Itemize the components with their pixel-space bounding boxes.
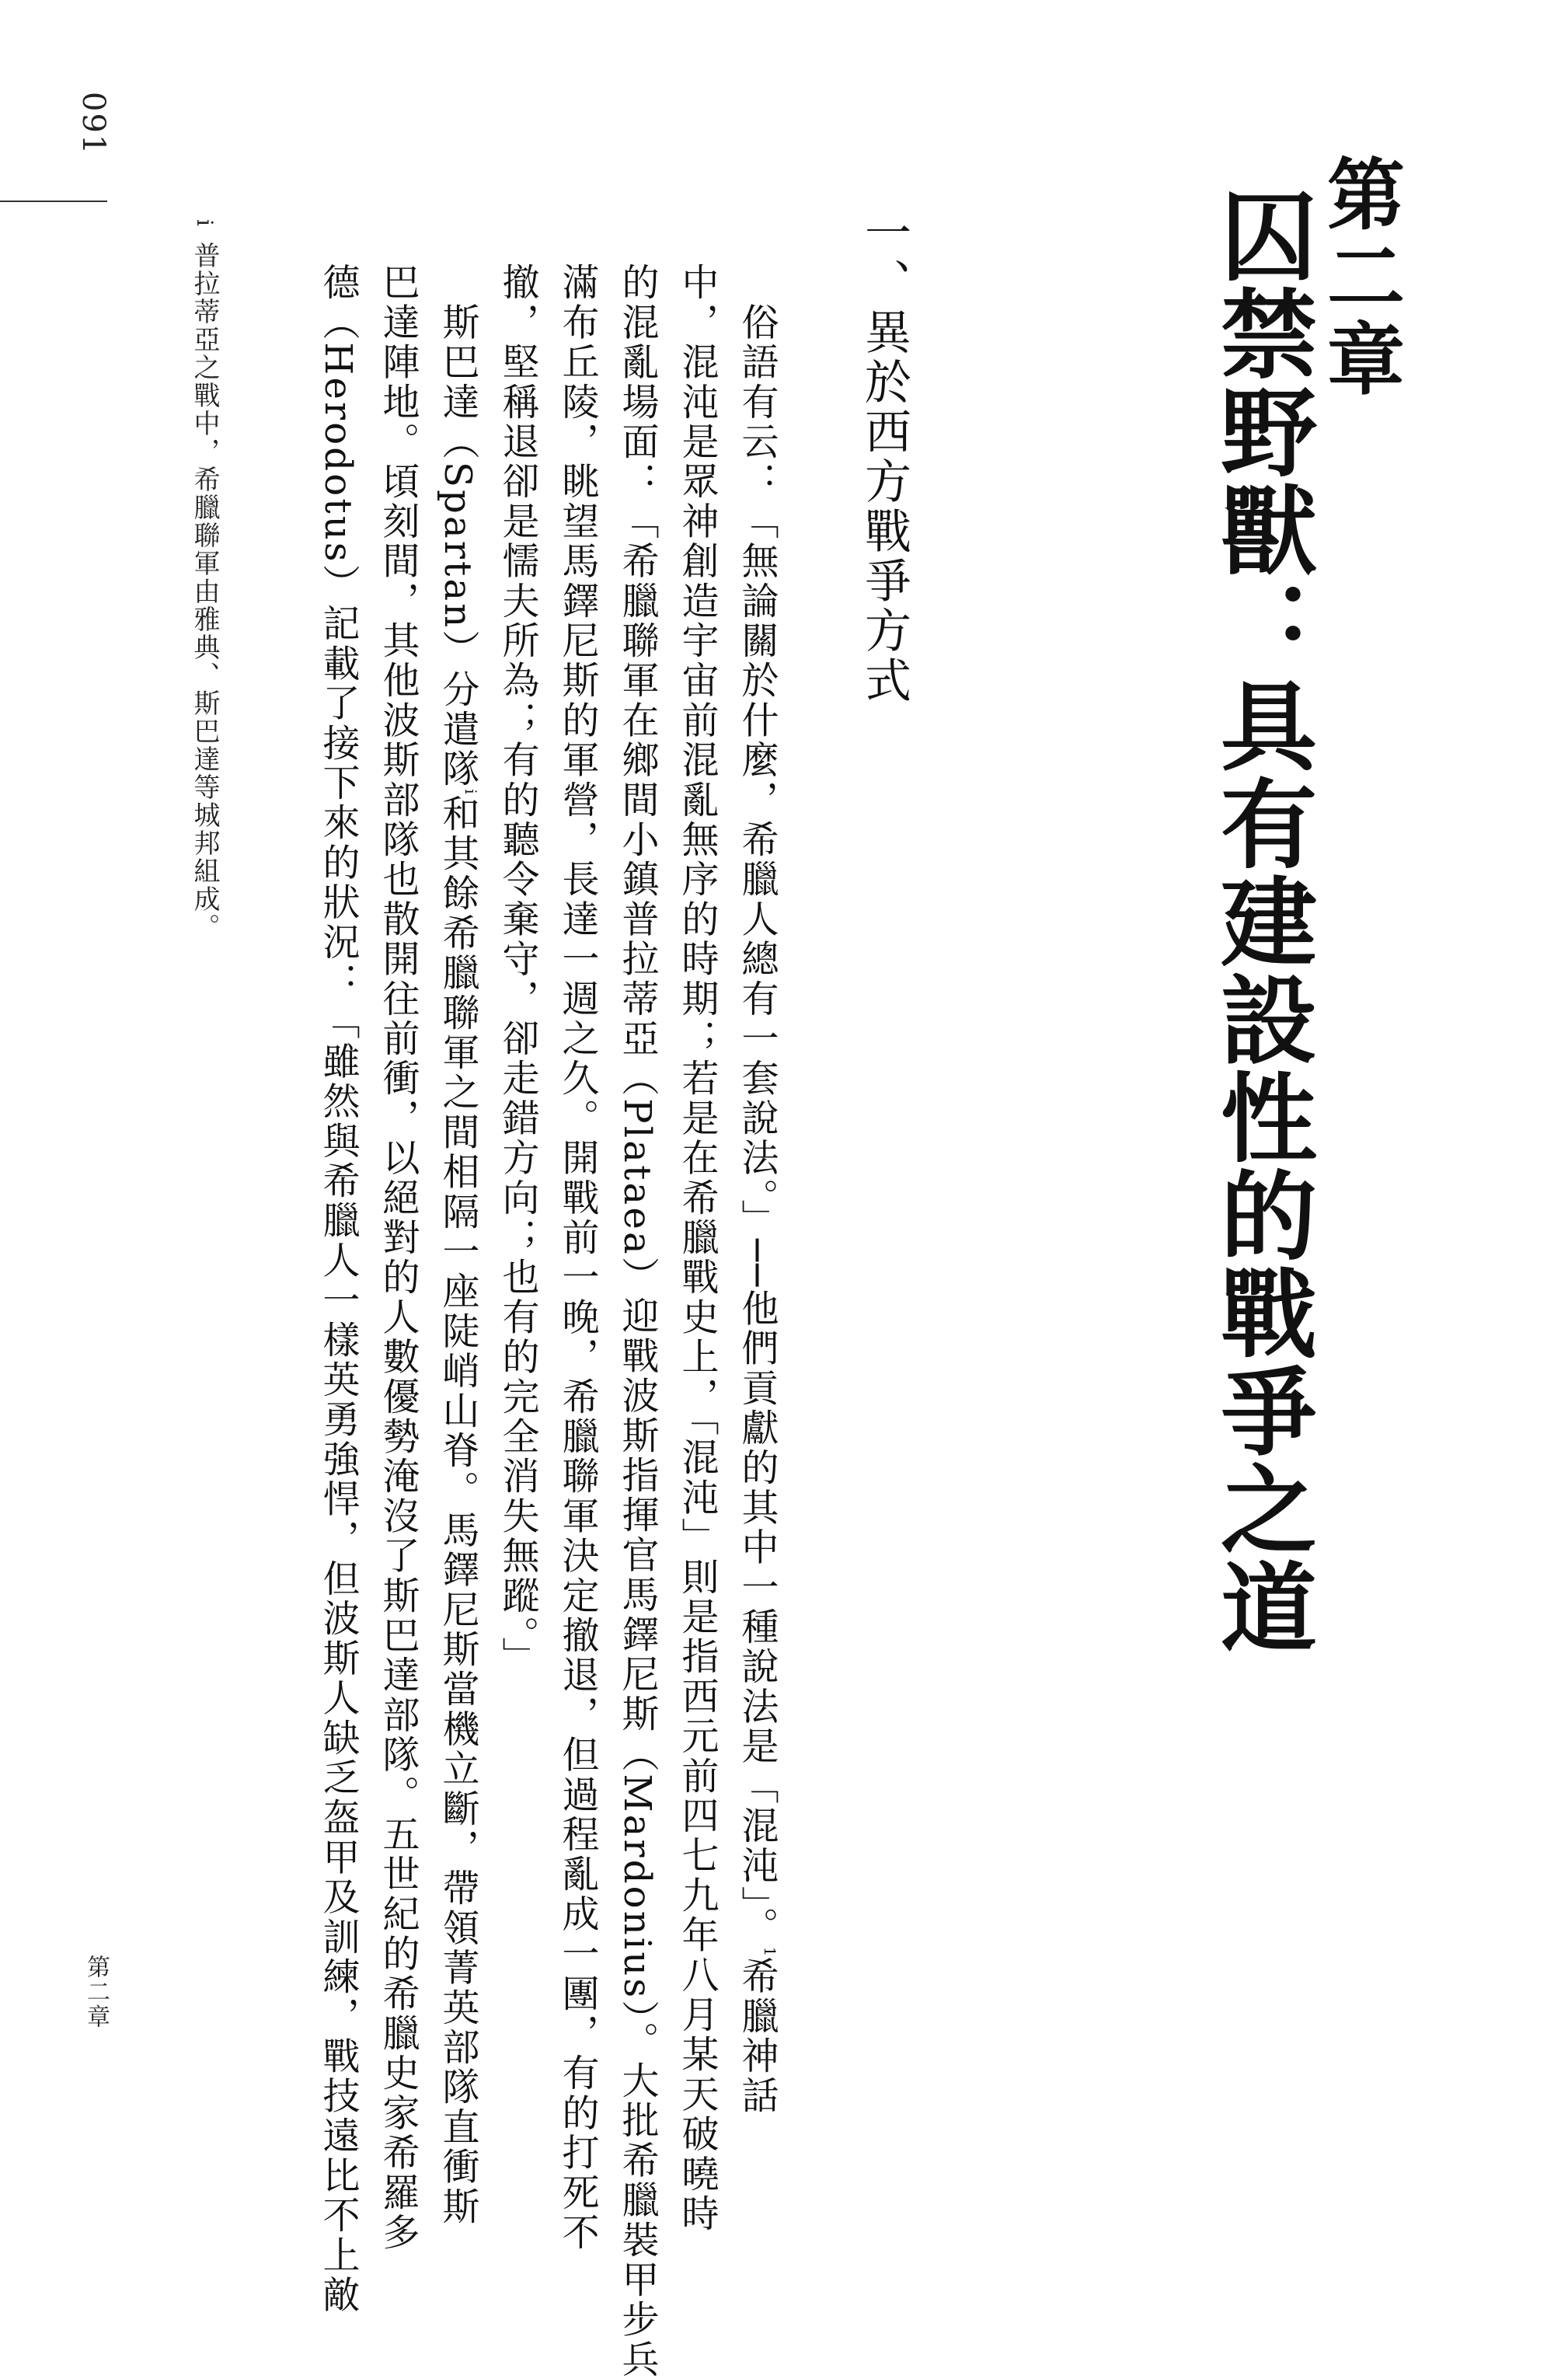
body-text: 斯巴達（Spartan）分遣隊: [436, 263, 479, 790]
body-text: 的混亂場面：「希臘聯軍在鄉間小鎮普拉蒂亞（Plataea）迎戰波斯指揮官馬鐸尼斯（Mardonius）。大批希臘裝甲步兵: [615, 263, 659, 2379]
body-text: 德（Herodotus）記載了接下來的狀況：「雖然與希臘人一樣英勇強悍，但波斯人缺乏盔甲及訓練，戰技遠比不上敵: [316, 263, 360, 2315]
body-text: 撤，堅稱退卻是懦夫所為；有的聽令棄守，卻走錯方向；也有的完全消失無蹤。」: [496, 263, 539, 1677]
body-column-4: [556, 263, 599, 2252]
body-text: 希臘神話: [735, 1956, 779, 2116]
body-text: 和其餘希臘聯軍之間相隔一座陡峭山脊。馬鐸尼斯當機立斷，帶領菁英部隊直衝斯: [436, 794, 479, 2227]
chapter-title: 囚禁野獸：具有建設性的戰爭之道: [1204, 187, 1317, 1655]
footnote-marker: i: [192, 219, 218, 228]
body-column-1: [735, 263, 779, 2116]
header-rule: [0, 201, 107, 202]
body-column-3: [615, 263, 659, 2379]
section-heading: 一、異於西方戰爭方式: [857, 208, 911, 706]
body-text: 巴達陣地。頃刻間，其他波斯部隊也散開往前衝，以絕對的人數優勢淹沒了斯巴達部隊。五世紀的希臘史家希羅多: [376, 263, 420, 2252]
page-number: 091: [75, 92, 111, 156]
body-text: 中，混沌是眾神創造宇宙前混亂無序的時期；若是在希臘戰史上，「混沌」則是指西元前四七九年八月某天破曉時: [675, 263, 719, 2234]
footnote: [191, 219, 218, 941]
chapter-label: 第二章: [1314, 154, 1406, 401]
body-column-6: [436, 263, 480, 2227]
body-text: 俗語有云：「無論關於什麼，希臘人總有一套說法。」──他們貢獻的其中一種說法是「混沌」。: [735, 263, 779, 1947]
footnote-text: 普拉蒂亞之戰中，希臘聯軍由雅典、斯巴達等城邦組成。: [189, 241, 220, 941]
body-column-8: [316, 263, 360, 2315]
body-text: 滿布丘陵，眺望馬鐸尼斯的軍營，長達一週之久。開戰前一晚，希臘聯軍決定撤退，但過程亂成一團，有的打死不: [556, 263, 599, 2252]
footnote-ref: i: [462, 789, 480, 794]
body-column-5: [496, 263, 539, 1957]
endnote-ref: 1: [761, 1946, 779, 1957]
body-column-7: [376, 263, 420, 2252]
running-footer: 第二章: [82, 1955, 110, 2029]
body-column-2: [675, 263, 719, 2234]
